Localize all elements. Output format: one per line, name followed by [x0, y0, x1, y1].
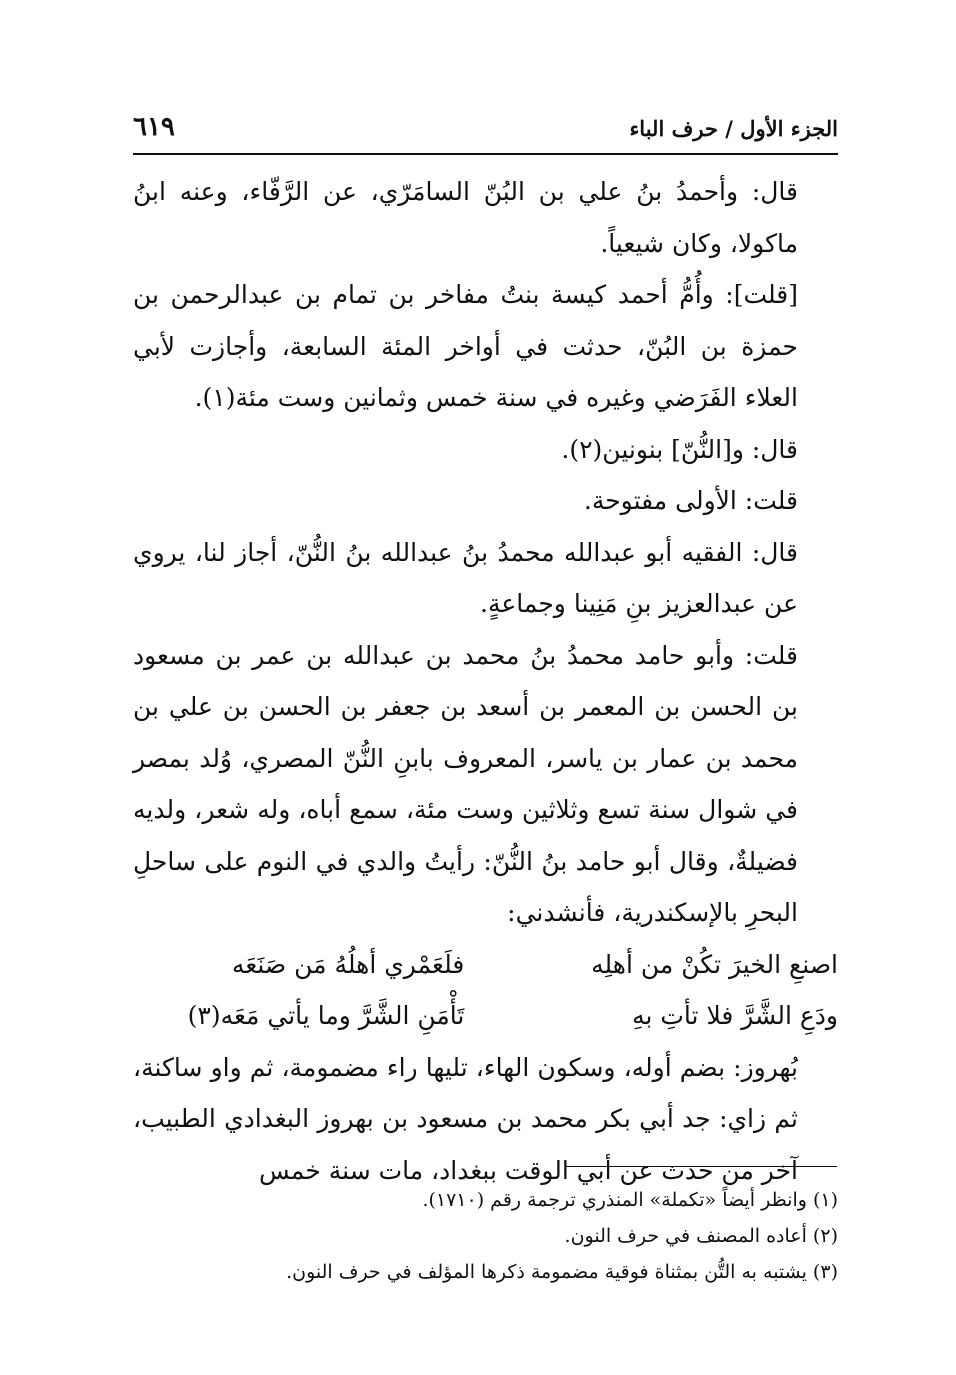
paragraph: قلت: وأبو حامد محمدُ بنُ محمد بن عبدالله بن عمر بن مسعود بن الحسن بن المعمر بن أسعد بن جعفر بن الحسن بن علي بن محمد بن عمار بن ياسر، المعروف بابنِ النُّنّ المصري، وُلد بمصر في شوال سنة تسع وثلاثين وست مئة، سمع أباه، وله شعر، ولديه فضيلةٌ، وقال أبو حامد بنُ النُّنّ: رأيتُ والدي في النوم على ساحلِ البحرِ بالإسكندرية، فأنشدني: [133, 640, 798, 927]
paragraph: قال: الفقيه أبو عبدالله محمدُ بنُ عبدالله بنُ النُّنّ، أجاز لنا، يروي عن عبدالعزيز بنِ مَنِينا وجماعةٍ. [133, 537, 798, 618]
verse-line [133, 939, 838, 991]
paragraph: قلت: الأولى مفتوحة. [583, 486, 798, 515]
footnote: (١) وانظر أيضاً «تكملة» المنذري ترجمة رقم (١٧١٠). [422, 1189, 838, 1211]
page-number: ٦١٩ [133, 112, 175, 142]
paragraph: بُهروز: بضم أوله، وسكون الهاء، تليها راء مضمومة، ثم واو ساكنة، ثم زاي: جد أبي بكر محمد بن مسعود بن بهروز البغدادي الطبيب، آخر من حدث عن أبي الوقت ببغداد، مات سنة خمس [133, 1052, 798, 1185]
paragraph: [قلت]: وأُمُّ أحمد كيسة بنتُ مفاخر بن تمام بن عبدالرحمن بن حمزة بن البُنّ، حدثت في أواخر المئة السابعة، وأجازت لأبي العلاء الفَرَضي وغيره في سنة خمس وثمانين وست مئة(١). [133, 280, 798, 412]
footnote: (٢) أعاده المصنف في حرف النون. [564, 1225, 838, 1247]
footnote: (٣) يشتبه به التُّن بمثناة فوقية مضمومة ذكرها المؤلف في حرف النون. [286, 1261, 838, 1283]
paragraph: قال: و[النُّنّ] بنونين(٢). [561, 434, 798, 464]
verse-line [133, 990, 838, 1042]
main-text [133, 166, 838, 1196]
verse-hemistich: ودَعِ الشَّرَّ فلا تأتِ بهِ [632, 1001, 838, 1030]
verse-hemistich: فلَعَمْري أهلُهُ مَن صَنَعَه [231, 949, 465, 979]
running-head: الجزء الأول / حرف الباء [629, 116, 838, 141]
header-rule [133, 153, 838, 155]
verse-hemistich: تَأْمَنِ الشَّرَّ وما يأتي مَعَه(٣) [187, 1001, 465, 1030]
verse-hemistich: اصنعِ الخيرَ تكُنْ من أهلِه [591, 949, 838, 979]
paragraph: قال: وأحمدُ بنُ علي بن البُنّ السامَرّي، عن الرَّفّاء، وعنه ابنُ ماكولا، وكان شيعياً. [133, 177, 798, 258]
footnote-rule [565, 1166, 837, 1167]
page-header [133, 108, 838, 152]
footnotes [133, 1182, 838, 1290]
